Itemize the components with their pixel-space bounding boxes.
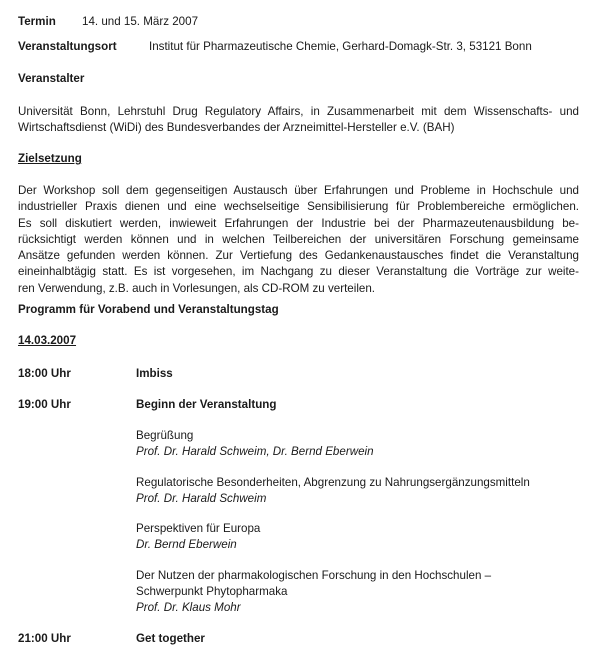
talk-title: Der Nutzen der pharmakologischen Forschung in den Hochschulen – — [136, 569, 492, 582]
zielsetzung-line: industrieller Praxis dienen und eine wechselseitige Sensibilisierung für Problembereiche ermöglichen. — [18, 200, 579, 214]
zielsetzung-heading: Zielsetzung — [18, 152, 82, 165]
talk-title: Begrüßung — [136, 429, 194, 442]
slot-title: Get together — [136, 632, 205, 645]
slot-time: 21:00 Uhr — [18, 632, 71, 645]
veranstalter-line: Wirtschaftsdienst (WiDi) des Bundesverbandes der Arzneimittel-Hersteller e.V. (BAH) — [18, 121, 455, 135]
zielsetzung-line: ren Verwendung, z.B. auch in Vorlesungen, als CD-ROM zu verteilen. — [18, 281, 376, 295]
slot-title: Imbiss — [136, 367, 173, 380]
talk-title-continued: Schwerpunkt Phytopharmaka — [136, 585, 288, 598]
veranstalter-heading: Veranstalter — [18, 72, 85, 85]
slot-time: 19:00 Uhr — [18, 398, 71, 411]
talk-title: Perspektiven für Europa — [136, 522, 261, 535]
slot-title: Beginn der Veranstaltung — [136, 398, 277, 411]
termin-label: Termin — [18, 15, 56, 28]
zielsetzung-line: Es soll diskutiert werden, inwieweit Erfahrungen der Industrie bei der Pharmazeutenausbildung be- — [18, 216, 579, 230]
ort-label: Veranstaltungsort — [18, 40, 117, 53]
talk-speaker: Prof. Dr. Harald Schweim — [136, 492, 267, 505]
talk-title: Regulatorische Besonderheiten, Abgrenzung zu Nahrungsergänzungsmitteln — [136, 476, 530, 489]
slot-time: 18:00 Uhr — [18, 367, 71, 380]
talk-speaker: Dr. Bernd Eberwein — [136, 538, 237, 551]
zielsetzung-line: Ansätze gefunden werden können. Zur Vertiefung des Gedankenaustausches findet die Veranstaltung — [18, 249, 579, 263]
veranstalter-line: Universität Bonn, Lehrstuhl Drug Regulatory Affairs, in Zusammenarbeit mit dem Wissenschafts- und — [18, 105, 579, 118]
programm-heading: Programm für Vorabend und Veranstaltungstag — [18, 303, 279, 316]
talk-speaker: Prof. Dr. Klaus Mohr — [136, 601, 241, 614]
talk-speaker: Prof. Dr. Harald Schweim, Dr. Bernd Eberwein — [136, 445, 374, 458]
veranstalter-text — [18, 104, 579, 137]
termin-value: 14. und 15. März 2007 — [82, 15, 199, 28]
zielsetzung-line: Der Workshop soll dem gegenseitigen Austausch über Erfahrungen und Probleme in Hochschule und — [18, 184, 579, 197]
programm-date: 14.03.2007 — [18, 334, 77, 347]
zielsetzung-line: rücksichtigt werden können und in welchen Teilbereichen der universitären Forschung gemeinsame — [18, 232, 579, 246]
ort-value: Institut für Pharmazeutische Chemie, Gerhard-Domagk-Str. 3, 53121 Bonn — [149, 40, 532, 53]
zielsetzung-line: eineinhalbtägig statt. Es ist vorgesehen, im Nachgang zu dieser Veranstaltung die Vorträge zur weite- — [18, 265, 579, 279]
zielsetzung-text — [18, 183, 579, 297]
